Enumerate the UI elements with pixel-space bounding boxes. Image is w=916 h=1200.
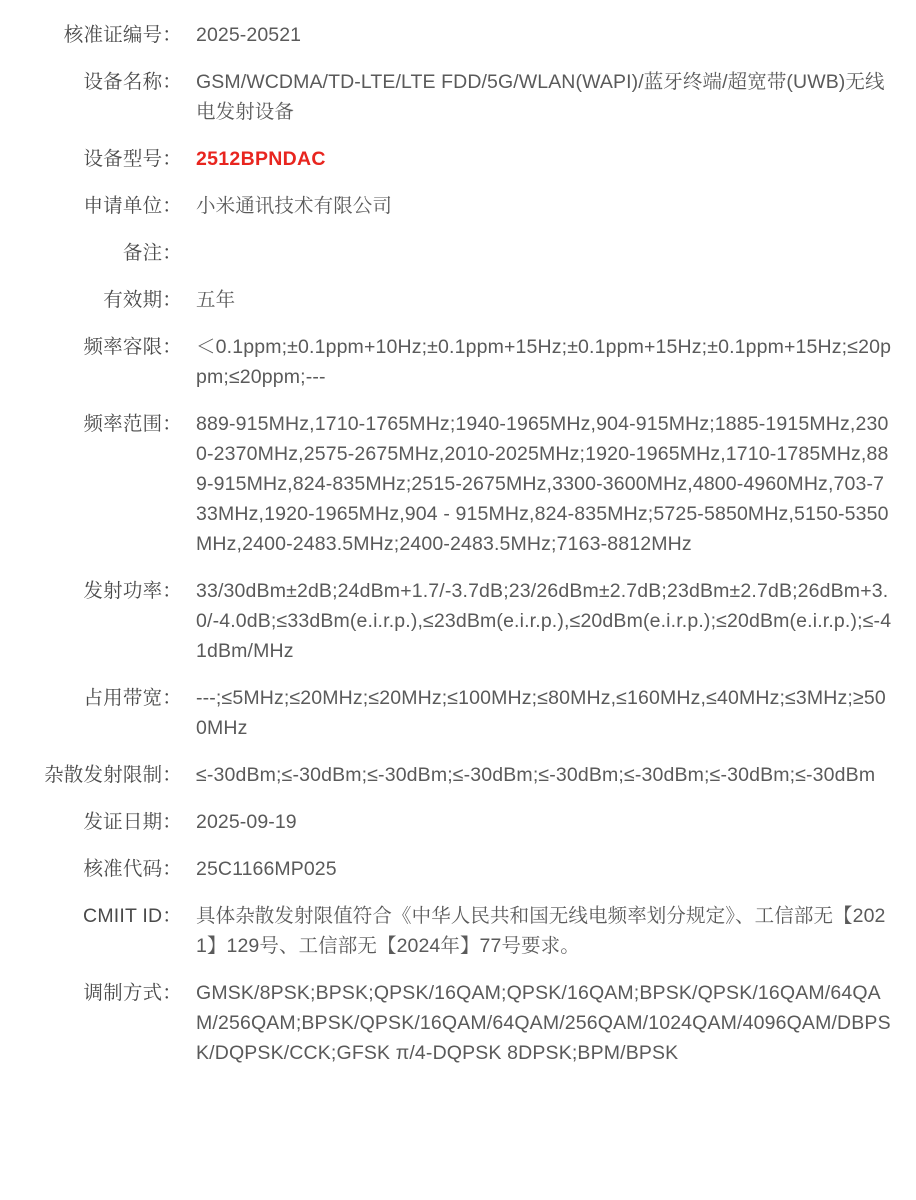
field-label-certificate-number: 核准证编号： — [63, 24, 182, 46]
field-value-occupied-bandwidth: ---;≤5MHz;≤20MHz;≤20MHz;≤100MHz;≤80MHz,≤160MHz,≤40MHz;≤3MHz;≥500MHz — [196, 687, 886, 739]
field-value-device-name: GSM/WCDMA/TD-LTE/LTE FDD/5G/WLAN(WAPI)/蓝牙终端/超宽带(UWB)无线电发射设备 — [196, 71, 885, 123]
field-label-issue-date: 发证日期： — [83, 811, 182, 833]
field-label-approval-code: 核准代码： — [83, 858, 182, 880]
field-value-device-model[interactable]: 2512BPNDAC — [196, 148, 326, 170]
field-row-certificate-number — [24, 20, 892, 50]
field-value-remarks — [196, 238, 892, 268]
field-label-validity-period: 有效期： — [103, 289, 182, 311]
field-value-applicant: 小米通讯技术有限公司 — [196, 195, 393, 217]
field-row-remarks — [24, 238, 892, 268]
field-label-cmiit-id: CMIIT ID： — [83, 905, 182, 927]
field-row-frequency-range — [24, 409, 892, 559]
field-value-frequency-range: 889-915MHz,1710-1765MHz;1940-1965MHz,904-915MHz;1885-1915MHz,2300-2370MHz,2575-2675MHz,2010-2025MHz;1920-1965MHz,1710-1785MHz,889-915MHz,824-835MHz;2515-2675MHz,3300-3600MHz,4800-4960MHz,703-733MHz,1920-1965MHz,904 - 915MHz,824-835MHz;5725-5850MHz,5150-5350MHz,2400-2483.5MHz;2400-2483.5MHz;7163-8812MHz — [196, 413, 889, 555]
field-row-validity-period — [24, 285, 892, 315]
field-value-validity-period: 五年 — [196, 289, 236, 311]
field-row-cmiit-id — [24, 901, 892, 961]
field-row-transmit-power — [24, 576, 892, 666]
field-value-cmiit-id: 具体杂散发射限值符合《中华人民共和国无线电频率划分规定》、工信部无【2021】129号、工信部无【2024年】77号要求。 — [196, 905, 886, 957]
field-value-spurious-emission-limit: ≤-30dBm;≤-30dBm;≤-30dBm;≤-30dBm;≤-30dBm;≤-30dBm;≤-30dBm;≤-30dBm — [196, 764, 876, 786]
field-row-device-model — [24, 144, 892, 174]
field-row-device-name — [24, 67, 892, 127]
field-row-approval-code — [24, 854, 892, 884]
field-label-remarks: 备注： — [122, 242, 182, 264]
field-value-certificate-number: 2025-20521 — [196, 24, 302, 46]
field-label-transmit-power: 发射功率： — [83, 580, 182, 602]
field-row-frequency-tolerance — [24, 332, 892, 392]
field-row-issue-date — [24, 807, 892, 837]
field-label-frequency-tolerance: 频率容限： — [83, 336, 182, 358]
field-label-device-model: 设备型号： — [83, 148, 182, 170]
field-row-spurious-emission-limit — [24, 760, 892, 790]
field-label-applicant: 申请单位： — [83, 195, 182, 217]
field-value-issue-date: 2025-09-19 — [196, 811, 297, 833]
field-row-applicant — [24, 191, 892, 221]
field-label-occupied-bandwidth: 占用带宽： — [83, 687, 182, 709]
field-label-device-name: 设备名称： — [83, 71, 182, 93]
field-label-spurious-emission-limit: 杂散发射限制： — [44, 764, 182, 786]
field-row-modulation-mode — [24, 978, 892, 1068]
field-value-modulation-mode: GMSK/8PSK;BPSK;QPSK/16QAM;QPSK/16QAM;BPSK/QPSK/16QAM/64QAM/256QAM;BPSK/QPSK/16QAM/64QAM/256QAM/1024QAM/4096QAM/DBPSK/DQPSK/CCK;GFSK π/4-DQPSK 8DPSK;BPM/BPSK — [196, 982, 891, 1064]
field-label-frequency-range: 频率范围： — [83, 413, 182, 435]
field-label-modulation-mode: 调制方式： — [83, 982, 182, 1004]
field-value-approval-code: 25C1166MP025 — [196, 858, 337, 880]
field-value-frequency-tolerance: ＜0.1ppm;±0.1ppm+10Hz;±0.1ppm+15Hz;±0.1ppm+15Hz;±0.1ppm+15Hz;≤20ppm;≤20ppm;--- — [196, 336, 892, 388]
field-row-occupied-bandwidth — [24, 683, 892, 743]
field-value-transmit-power: 33/30dBm±2dB;24dBm+1.7/-3.7dB;23/26dBm±2.7dB;23dBm±2.7dB;26dBm+3.0/-4.0dB;≤33dBm(e.i.r.p.),≤23dBm(e.i.r.p.),≤20dBm(e.i.r.p.);≤20dBm(e.i.r.p.);≤-41dBm/MHz — [196, 580, 892, 662]
